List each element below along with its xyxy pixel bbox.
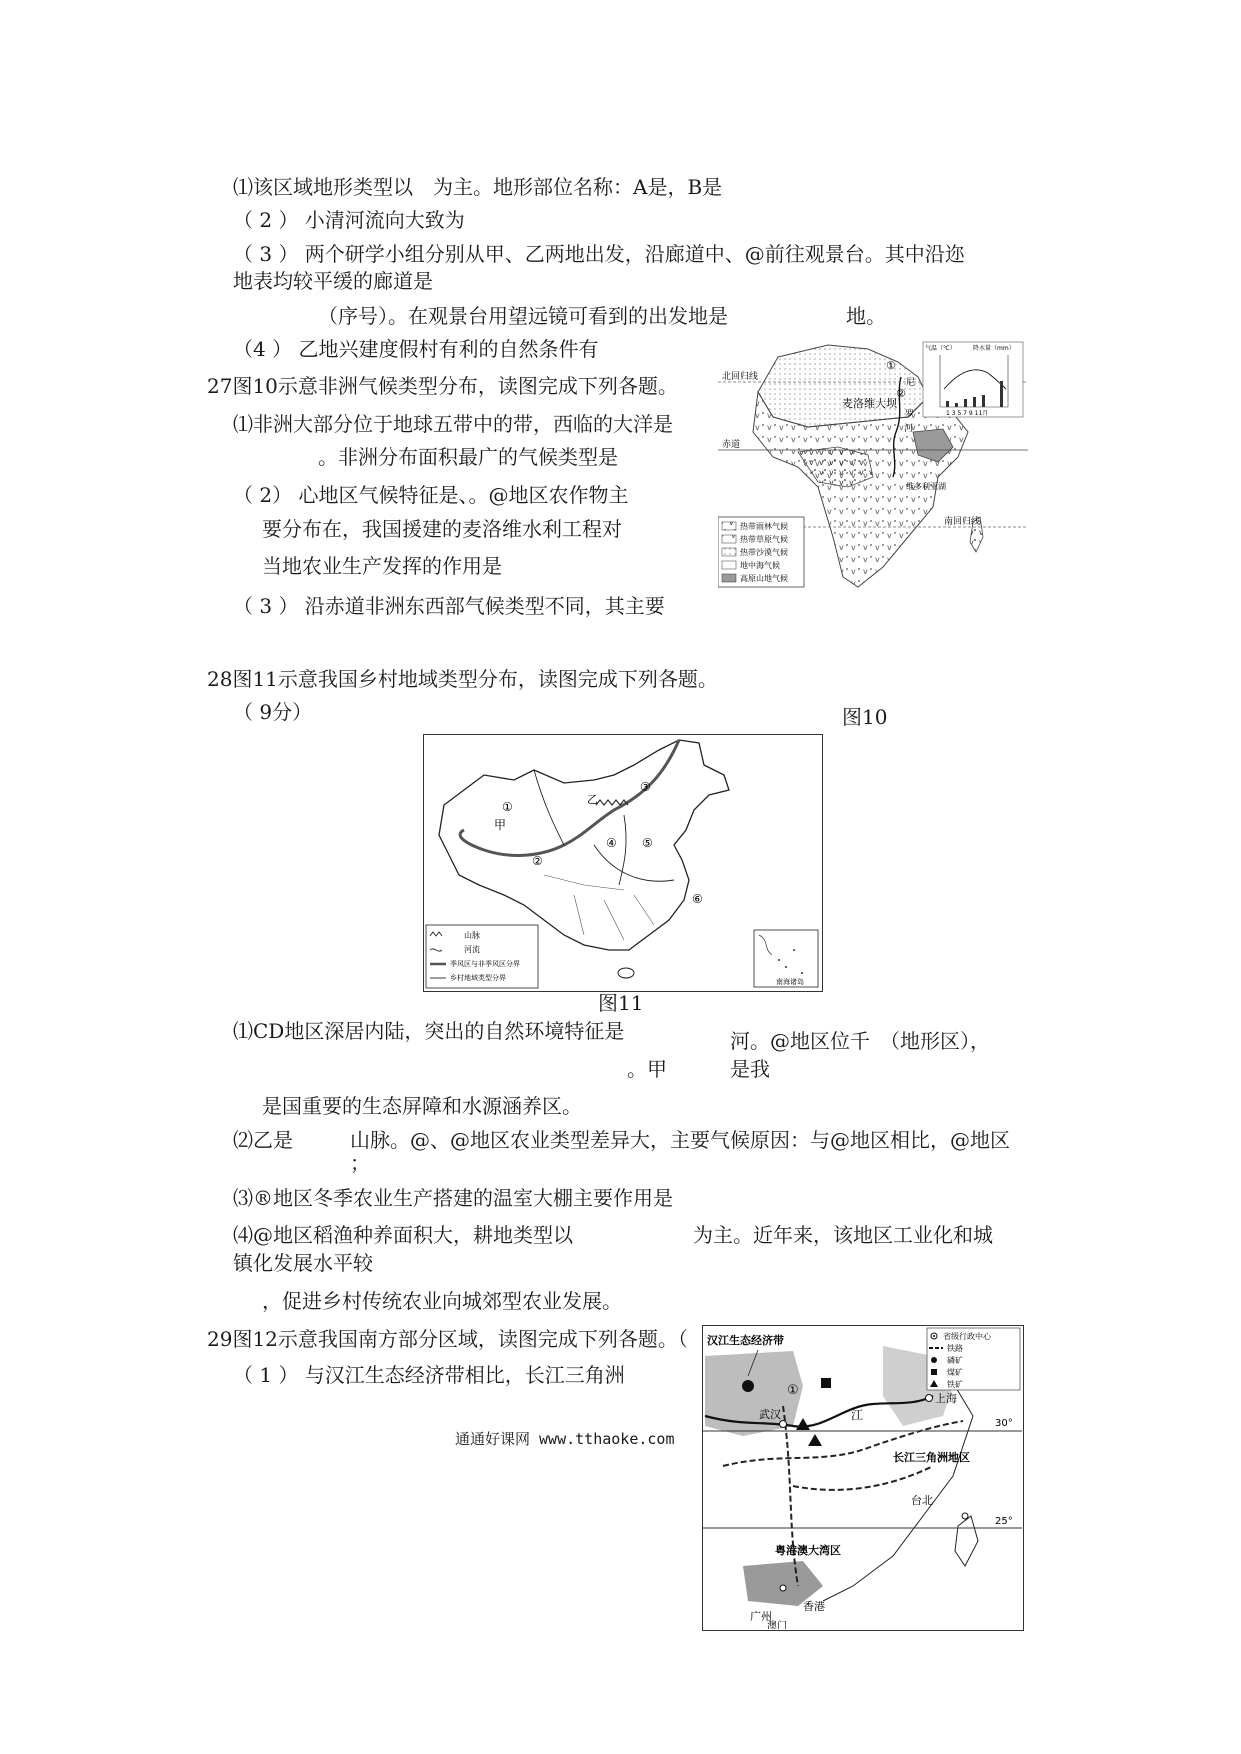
phosphate-mine-icon	[742, 1380, 754, 1392]
nile-label-2: 罗	[905, 410, 915, 420]
figure-12-south-china-map	[702, 1325, 1024, 1631]
legend-mediterranean: 地中海气候	[740, 561, 780, 570]
railway-2	[783, 1406, 798, 1586]
q29-title: 29图12示意我国南方部分区域，读图完成下列各题。（	[207, 1327, 688, 1351]
hainan-island	[618, 968, 634, 978]
taibei-label: 台北	[911, 1494, 933, 1507]
taibei-capital-icon	[962, 1513, 968, 1519]
temp-axis-label: 气温（℃）	[925, 345, 956, 352]
region-6-marker: ⑥	[692, 892, 703, 906]
q28-part1-right: 河。@地区位千 （地形区），	[730, 1029, 990, 1053]
china-outline	[439, 740, 729, 950]
legend-desert: 热带沙漠气候	[740, 548, 788, 557]
legend-coal: 煤矿	[947, 1368, 963, 1377]
shanghai-label: 上海	[935, 1392, 957, 1405]
dam-label: 麦洛维大坝	[842, 397, 897, 410]
q26-part3-line3: （序号）。在观景台用望远镜可看到的出发地是	[318, 304, 728, 328]
q28-part1: ⑴CD地区深居内陆，突出的自然环境特征是	[233, 1019, 625, 1043]
legend-phosphate: 磷矿	[947, 1356, 963, 1365]
q28-part2-cont: 山脉。@、@地区农业类型差异大，主要气候原因：与@地区相比，@地区	[350, 1128, 1010, 1152]
north-tropic-label: 北回归线	[722, 372, 759, 382]
q26-part1: ⑴该区域地形类型以 为主。地形部位名称：A是，B是	[233, 175, 723, 199]
q28-title: 28图11示意我国乡村地域类型分布，读图完成下列各题。	[207, 667, 718, 691]
nile-label-1: 尼	[906, 378, 916, 388]
q27-title: 27图10示意非洲气候类型分布，读图完成下列各题。	[207, 374, 678, 398]
xianggang-label: 香港	[803, 1600, 825, 1613]
figure-10-africa-climate-map	[718, 337, 1028, 622]
precip-axis-label: 降水量（mm）	[973, 345, 1015, 352]
region-5-marker: ⑤	[642, 836, 653, 850]
q28-part1-jia: 。甲	[627, 1057, 667, 1081]
q29-part1: （ 1 ） 与汉江生态经济带相比，长江三角洲	[233, 1363, 625, 1387]
q26-part2: （ 2 ） 小清河流向大致为	[233, 208, 465, 232]
q28-part4: ⑷@地区稻渔种养面积大，耕地类型以	[233, 1223, 573, 1247]
south-tropic-label: 南回归线	[944, 517, 981, 527]
q27-part2-line3: 当地农业生产发挥的作用是	[262, 554, 502, 578]
gba-label: 粤港澳大湾区	[775, 1544, 841, 1557]
figure-11-caption: 图11	[598, 991, 644, 1015]
coal-mine-icon	[821, 1378, 831, 1388]
q28-score: （ 9分）	[233, 700, 313, 724]
wuhan-label: 武汉	[759, 1408, 781, 1421]
wuhan-capital-icon	[780, 1421, 787, 1428]
q27-part1-line2: 。非洲分布面积最广的气候类型是	[318, 445, 618, 469]
q26-part3: （ 3 ） 两个研学小组分别从甲、乙两地出发，沿廊道中、@前往观景台。其中沿迩	[233, 242, 965, 266]
africa-rainforest-region	[798, 447, 873, 487]
railway-3	[793, 1466, 933, 1490]
lake-label: 维多利亚湖	[906, 482, 946, 491]
region-4-marker: ④	[606, 836, 617, 850]
fig11-legend	[426, 925, 538, 988]
legend-river: 河流	[464, 945, 480, 954]
region-1-marker: ①	[502, 800, 513, 814]
lat-30-label: 30°	[995, 1418, 1013, 1429]
taiwan-island	[955, 1516, 978, 1566]
climate-chart	[923, 342, 1023, 417]
jia-label: 甲	[494, 818, 507, 832]
iron-mine-icon-2	[808, 1434, 822, 1446]
figure-11-china-map	[423, 734, 823, 992]
q26-part3-line3-end: 地。	[846, 304, 886, 328]
legend-railway: 铁路	[947, 1344, 963, 1353]
legend-mountain: 山脉	[464, 931, 480, 940]
region-1-marker: ①	[787, 1383, 799, 1398]
legend-savanna: 热带草原气候	[740, 535, 788, 544]
q28-part3: ⑶®地区冬季农业生产搭建的温室大棚主要作用是	[233, 1186, 673, 1210]
region-2-marker: ②	[532, 854, 543, 868]
inset-label: 南海诸岛	[776, 978, 804, 986]
africa-desert-region	[758, 345, 928, 427]
q28-part4-line3: ，促进乡村传统农业向城郊型农业发展。	[262, 1289, 622, 1313]
fig10-legend	[718, 517, 804, 587]
lat-25-label: 25°	[995, 1516, 1013, 1527]
yi-label: 乙	[587, 793, 598, 806]
month-labels: 1 3 5 7 9 11月	[946, 410, 989, 417]
legend-monsoon-boundary: 季风区与非季风区分界	[450, 960, 520, 968]
q28-part4-cont: 为主。近年来，该地区工业化和城	[693, 1223, 993, 1247]
q28-part4-line2: 镇化发展水平较	[233, 1251, 373, 1275]
shanghai-capital-icon	[926, 1395, 933, 1402]
q28-part1-right2: 是我	[730, 1057, 770, 1081]
figure-10-caption: 图10	[842, 705, 888, 729]
equator-label: 赤道	[722, 440, 741, 450]
legend-highland: 高原山地气候	[740, 574, 788, 583]
legend-capital: 省级行政中心	[943, 1332, 991, 1341]
q28-part1-line3: 是国重要的生态屏障和水源涵养区。	[262, 1094, 582, 1118]
q27-part1: ⑴非洲大部分位于地球五带中的带，西临的大洋是	[233, 412, 673, 436]
legend-rainforest: 热带雨林气候	[740, 522, 788, 531]
fig12-legend	[927, 1328, 1020, 1390]
south-china-sea-inset	[754, 930, 818, 987]
q27-part2: （ 2） 心地区气候特征是、。@地区农作物主	[233, 483, 629, 507]
q28-part2-semicolon: ；	[350, 1151, 370, 1175]
legend-iron: 铁矿	[947, 1380, 963, 1389]
region-2-label: ②	[896, 387, 906, 400]
csj-label: 长江三角洲地区	[893, 1451, 970, 1464]
jiang-label: 江	[851, 1408, 864, 1422]
q27-part3: （ 3 ） 沿赤道非洲东西部气候类型不同，其主要	[233, 594, 665, 618]
guangzhou-capital-icon	[780, 1585, 786, 1591]
footer-watermark: 通通好课网 www.tthaoke.com	[455, 1430, 675, 1448]
guangzhou-label: 广州	[750, 1610, 772, 1623]
region-3-marker: ③	[640, 780, 651, 794]
nile-label-3: 河	[904, 424, 914, 434]
q27-part2-line2: 要分布在，我国援建的麦洛维水利工程对	[262, 517, 622, 541]
region-1-label: ①	[886, 359, 896, 372]
q28-part2: ⑵乙是	[233, 1128, 293, 1152]
q26-part4: （4 ） 乙地兴建度假村有利的自然条件有	[233, 337, 599, 361]
q26-part3-line2: 地表均较平缓的廊道是	[233, 269, 433, 293]
iron-mine-icon	[796, 1418, 810, 1430]
legend-rural-boundary: 乡村地域类型分界	[450, 974, 506, 982]
hanjiang-label: 汉江生态经济带	[707, 1334, 784, 1347]
aomen-label: 澳门	[767, 1621, 787, 1629]
